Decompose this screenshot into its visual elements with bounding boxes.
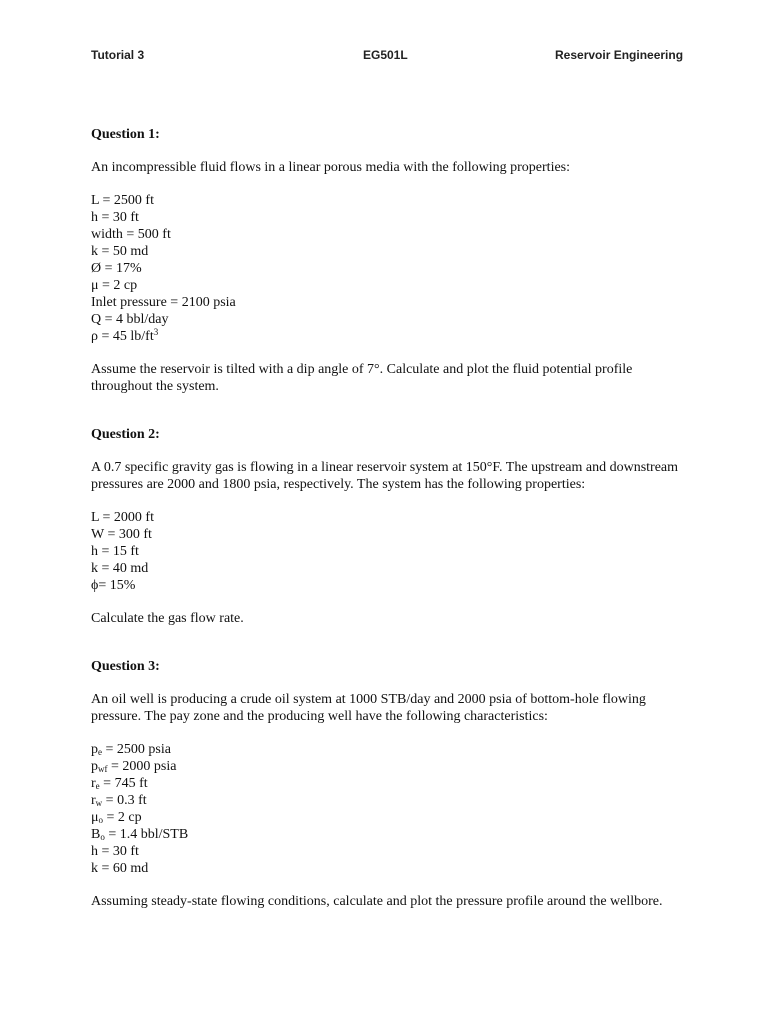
question-3 [91,658,691,910]
q1-prop-viscosity: μ = 2 cp [91,278,138,293]
question-1-task: Assume the reservoir is tilted with a dip angle of 7°. Calculate and plot the fluid potential profile throughout the system. [91,362,633,394]
q3-prop-wellbore-radius: $r_w = 0.3$ ft [91,793,147,808]
q1-prop-porosity: Ø = 17% [91,261,142,276]
q1-prop-permeability: k = 50 md [91,244,149,259]
question-2-intro: A 0.7 specific gravity gas is flowing in a linear reservoir system at 150°F. The upstream and downstream pressures are 2000 and 1800 psia, respectively. The system has the following properties: [91,460,679,492]
header-course-code: EG501L [363,48,408,62]
question-3-title: Question 3: [91,659,160,674]
question-1-intro: An incompressible fluid flows in a linear porous media with the following properties: [91,160,571,175]
q1-prop-flow-rate: Q = 4 bbl/day [91,312,169,327]
q3-prop-drainage-radius: $r_e = 745$ ft [91,776,148,791]
question-1-properties [91,192,691,345]
q3-prop-oil-viscosity: $\mu_o = 2$ cp [91,810,142,825]
q2-prop-permeability: k = 40 md [91,561,149,576]
question-2-properties [91,509,691,594]
q2-prop-porosity: ϕ= 15% [91,578,136,593]
q1-prop-width: width = 500 ft [91,227,171,242]
q1-prop-length: L = 2500 ft [91,193,154,208]
header-course-name: Reservoir Engineering [555,48,684,62]
q3-prop-external-pressure: $p_e = 2500$ psia [91,742,171,757]
document-body [91,126,691,910]
question-2 [91,426,691,627]
q1-density-text: ρ = 45 lb/ft [91,329,154,344]
q1-density-exponent: 3 [153,327,159,337]
question-3-intro: An oil well is producing a crude oil system at 1000 STB/day and 2000 psia of bottom-hole flowing pressure. The pay zone and the producing well have the following characteristics: [91,692,646,724]
question-1-title: Question 1: [91,127,160,142]
q3-prop-thickness: h = 30 ft [91,844,139,859]
question-2-title: Question 2: [91,427,160,442]
q2-prop-thickness: h = 15 ft [91,544,139,559]
question-3-task: Assuming steady-state flowing conditions, calculate and plot the pressure profile around the wellbore. [91,894,663,909]
header-course-tutorial: Tutorial 3 [91,48,145,62]
q2-prop-length: L = 2000 ft [91,510,154,525]
q1-prop-inlet-pressure: Inlet pressure = 2100 psia [91,295,236,310]
q3-prop-formation-volume-factor: $B_o = 1.4$ bbl/STB [91,827,189,842]
q2-prop-width: W = 300 ft [91,527,152,542]
q1-prop-thickness: h = 30 ft [91,210,139,225]
q3-prop-permeability: k = 60 md [91,861,149,876]
question-3-properties [91,741,691,877]
question-1 [91,126,691,395]
question-2-task: Calculate the gas flow rate. [91,611,244,626]
q3-prop-flowing-pressure: $p_{wf} = 2000$ psia [91,759,177,774]
q1-prop-density [91,328,691,345]
